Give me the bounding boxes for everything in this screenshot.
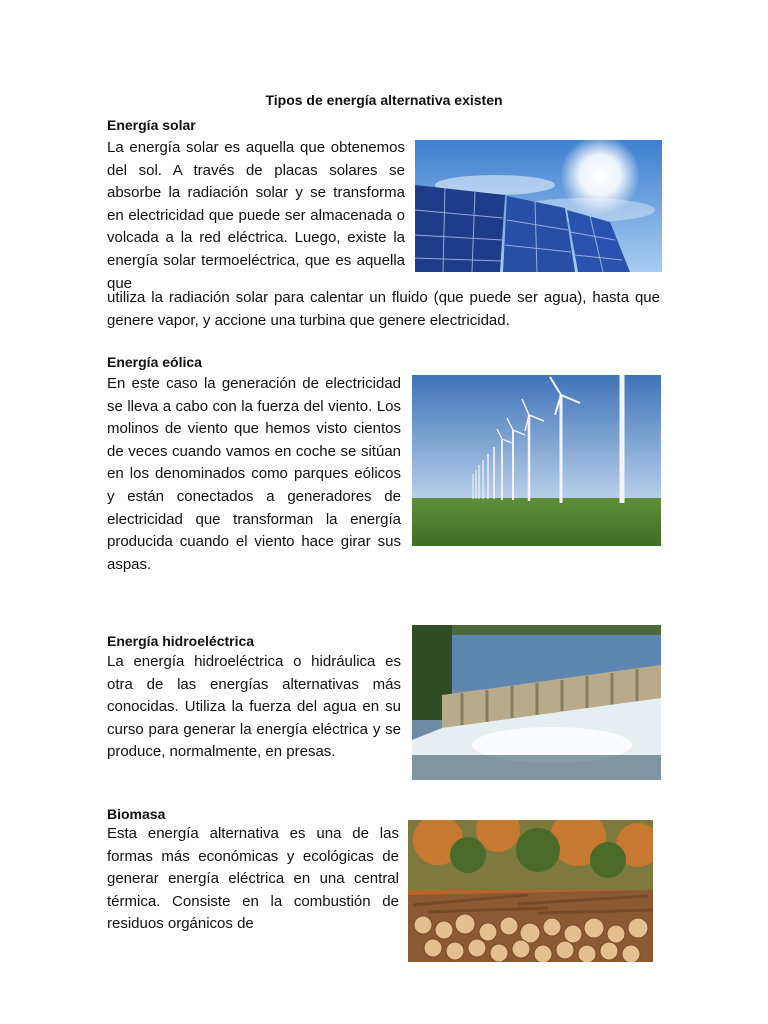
paragraph-solar-cont-text: utiliza la radiación solar para calentar un fluido (que puede ser agua), hasta que genere vapor, y accione una turbina que genere electricidad. <box>107 289 660 329</box>
paragraph-hidro-text: La energía hidroeléctrica o hidráulica es otra de las energías alternativas más conocidas. Utiliza la fuerza del agua en su curso para generar la energía eléctrica y se produce, normalmente, en presas. <box>107 653 401 761</box>
heading-energia-hidroelectrica: Energía hidroeléctrica <box>107 633 255 649</box>
heading-energia-eolica: Energía eólica <box>107 354 202 370</box>
document-title: Tipos de energía alternativa existen <box>265 92 503 108</box>
paragraph-solar <box>107 137 405 295</box>
paragraph-biomasa-text: Esta energía alternativa es una de las formas más económicas y ecológicas de generar energía eléctrica en una central térmica. Consiste en la combustión de residuos orgánicos de <box>107 825 399 933</box>
solar-panels-image <box>415 140 662 272</box>
wind-turbines-image <box>412 375 661 546</box>
paragraph-solar-text: La energía solar es aquella que obtenemos del sol. A través de placas solares se absorbe la radiación solar y se transforma en electricidad que puede ser almacenada o volcada a la red eléctrica. Luego, existe la energía solar termoeléctrica, que es aquella que <box>107 139 405 292</box>
paragraph-eolica <box>107 373 401 576</box>
hydro-dam-image <box>412 625 661 780</box>
heading-energia-solar: Energía solar <box>107 117 196 133</box>
paragraph-solar-cont <box>107 287 660 332</box>
paragraph-hidro <box>107 651 401 764</box>
paragraph-biomasa <box>107 823 399 936</box>
biomass-logs-image <box>408 820 653 962</box>
heading-biomasa: Biomasa <box>107 806 166 822</box>
paragraph-eolica-text: En este caso la generación de electricidad se lleva a cabo con la fuerza del viento. Los molinos de viento que hemos visto cientos de veces cuando vamos en coche se sitúan en los denominados como parques eólicos y están conectados a generadores de electricidad que transforman la energía producida cuando el viento hace girar sus aspas. <box>107 375 401 573</box>
